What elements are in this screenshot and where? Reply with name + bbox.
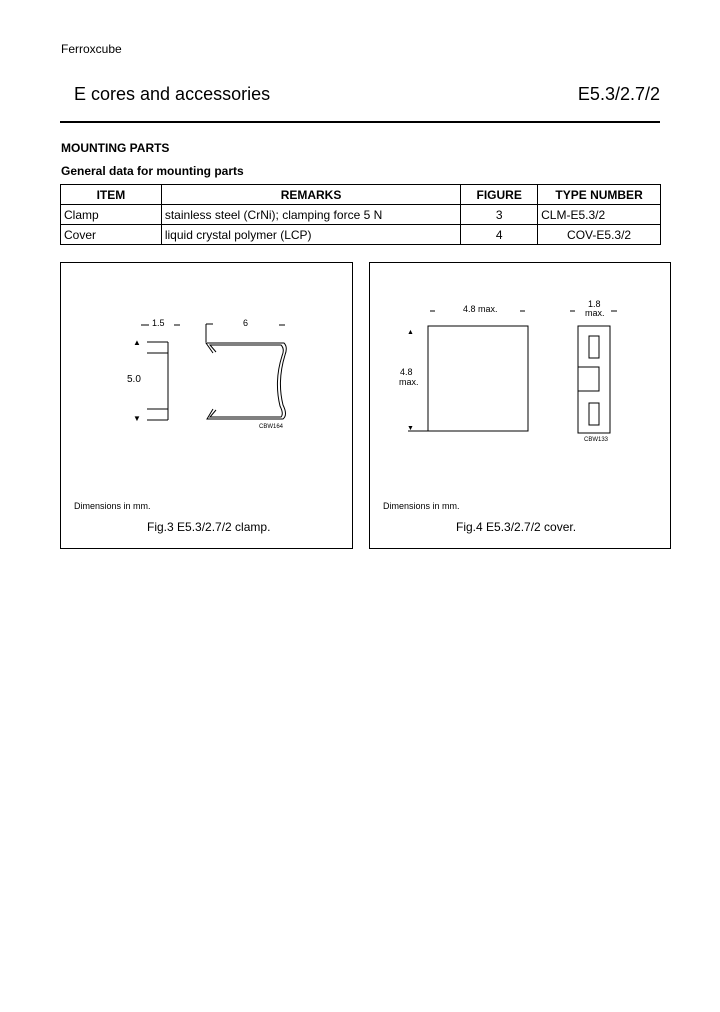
- col-item: ITEM: [61, 185, 162, 205]
- dim-height: 5.0: [127, 374, 141, 385]
- dim-width: 4.8 max.: [463, 304, 498, 314]
- brand: Ferroxcube: [61, 42, 122, 56]
- drawing-code: CBW133: [584, 437, 609, 443]
- dim-side-unit: max.: [585, 308, 605, 318]
- mounting-parts-table: [60, 184, 661, 245]
- table-row: [61, 205, 661, 225]
- cell-type: COV-E5.3/2: [538, 225, 661, 245]
- cell-type: CLM-E5.3/2: [538, 205, 661, 225]
- figure-4-frame: [369, 262, 671, 549]
- dim-height-unit: max.: [399, 377, 419, 387]
- cell-item: Clamp: [61, 205, 162, 225]
- section-heading: MOUNTING PARTS: [61, 141, 170, 155]
- svg-text:▲: ▲: [133, 338, 141, 347]
- svg-text:▼: ▼: [133, 414, 141, 423]
- dim-side-width: 1.5: [152, 318, 165, 328]
- figure-3-frame: [60, 262, 353, 549]
- section-subheading: General data for mounting parts: [61, 164, 244, 178]
- dimensions-note: Dimensions in mm.: [74, 501, 151, 511]
- cell-figure: 4: [461, 225, 538, 245]
- dimensions-note: Dimensions in mm.: [383, 501, 460, 511]
- dim-side: 1.8: [588, 299, 601, 309]
- svg-text:▼: ▼: [407, 425, 414, 432]
- col-figure: FIGURE: [461, 185, 538, 205]
- dim-width: 6: [243, 318, 249, 328]
- col-remarks: REMARKS: [161, 185, 460, 205]
- svg-text:▲: ▲: [407, 329, 414, 336]
- drawing-code: CBW164: [259, 424, 284, 430]
- cell-figure: 3: [461, 205, 538, 225]
- col-type: TYPE NUMBER: [538, 185, 661, 205]
- cell-item: Cover: [61, 225, 162, 245]
- table-row: [61, 225, 661, 245]
- figure-caption: Fig.3 E5.3/2.7/2 clamp.: [147, 520, 271, 534]
- header-rule: [60, 121, 660, 123]
- product-code: E5.3/2.7/2: [577, 84, 660, 104]
- cell-remarks: stainless steel (CrNi); clamping force 5 N: [161, 205, 460, 225]
- figure-caption: Fig.4 E5.3/2.7/2 cover.: [456, 520, 577, 534]
- dim-height: 4.8: [400, 367, 413, 377]
- page-title: E cores and accessories: [74, 84, 271, 104]
- table-header: [61, 185, 661, 205]
- cell-remarks: liquid crystal polymer (LCP): [161, 225, 460, 245]
